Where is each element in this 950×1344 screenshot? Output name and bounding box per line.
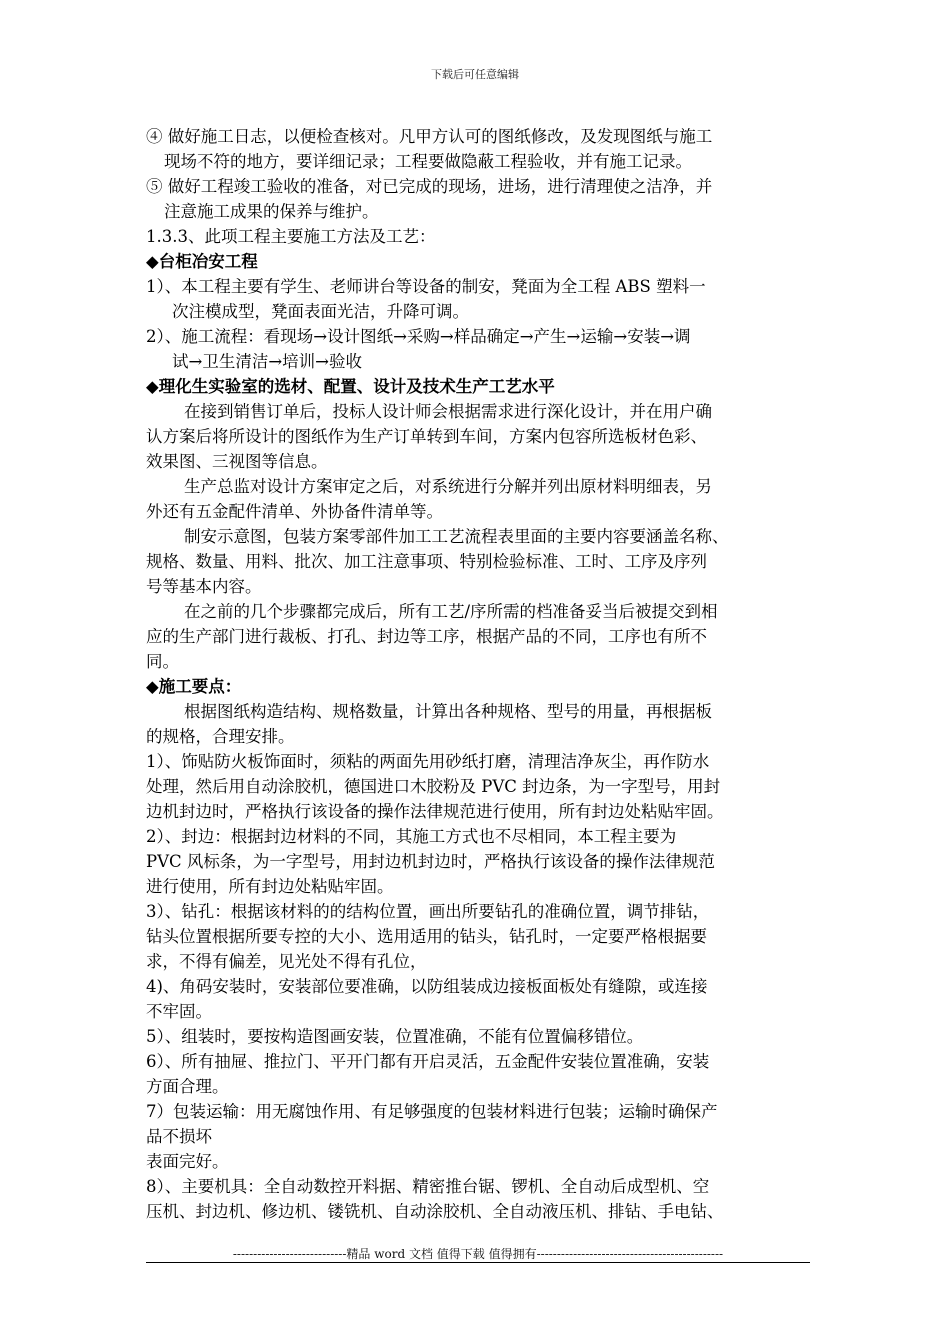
text-line: 1）、本工程主要有学生、老师讲台等设备的制安，凳面为全工程 ABS 塑料一 [146,277,706,296]
text-line: 6）、所有抽屉、推拉门、平开门都有开启灵活，五金配件安装位置准确，安装 [146,1052,710,1071]
text-line: ⑤ 做好工程竣工验收的准备，对已完成的现场，进场，进行清理使之洁净，并 [146,177,713,196]
text-line: 钻头位置根据所要专控的大小、选用适用的钻头，钻孔时，一定要严格根据要 [146,927,707,946]
section-heading: ◆理化生实验室的选材、配置、设计及技术生产工艺水平 [146,377,555,396]
text-line: 方面合理。 [146,1077,229,1096]
text-line: 2）、封边：根据封边材料的不同，其施工方式也不尽相同，本工程主要为 [146,827,677,846]
text-line: 处理，然后用自动涂胶机，德国进口木胶粉及 PVC 封边条，为一字型号，用封 [146,777,721,796]
text-line: 5）、组装时，要按构造图画安装，位置准确，不能有位置偏移错位。 [146,1027,644,1046]
text-line: 次注模成型，凳面表面光洁，升降可调。 [172,302,469,321]
text-line: 品不损坏 [146,1127,212,1146]
text-line: 在接到销售订单后，投标人设计师会根据需求进行深化设计，并在用户确 [184,402,712,421]
text-line: 边机封边时，严格执行该设备的操作法律规范进行使用，所有封边处粘贴牢固。 [146,802,724,821]
text-line: 4)、角码安装时，安装部位要准确，以防组装成边接板面板处有缝隙，或连接 [146,977,708,996]
text-line: 压机、封边机、修边机、镂铣机、自动涂胶机、全自动液压机、排钻、手电钻、 [146,1202,724,1221]
text-line: 应的生产部门进行裁板、打孔、封边等工序，根据产品的不同，工序也有所不 [146,627,707,646]
text-line: 2）、施工流程：看现场→设计图纸→采购→样品确定→产生→运输→安装→调 [146,327,691,346]
text-line: 制安示意图，包装方案零部件加工工艺流程表里面的主要内容要涵盖名称、 [184,527,729,546]
text-line: 注意施工成果的保养与维护。 [164,202,379,221]
text-line: 8）、主要机具：全自动数控开料据、精密推台锯、锣机、全自动后成型机、空 [146,1177,710,1196]
text-line: 现场不符的地方，要详细记录；工程要做隐蔽工程验收，并有施工记录。 [164,152,692,171]
section-heading: ◆施工要点： [146,677,242,696]
text-line: 表面完好。 [146,1152,229,1171]
footer-rule [146,1262,810,1263]
section-heading: ◆台柜冶安工程 [146,252,258,271]
document-body [146,124,810,1224]
text-line: 试→卫生清洁→培训→验收 [172,352,362,371]
page-header: 下载后可任意编辑 [431,68,519,81]
text-line: 规格、数量、用料、批次、加工注意事项、特别检验标准、工时、工序及序列 [146,552,707,571]
text-line: 求，不得有偏差，见光处不得有孔位， [146,952,427,971]
text-line: 的规格，合理安排。 [146,727,295,746]
text-line: 外还有五金配件清单、外协备件清单等。 [146,502,443,521]
text-line: 1）、饰贴防火板饰面时，须粘的两面先用砂纸打磨，清理洁净灰尘，再作防水 [146,752,710,771]
text-line: 根据图纸构造结构、规格数量，计算出各种规格、型号的用量，再根据板 [184,702,712,721]
text-line: 效果图、三视图等信息。 [146,452,328,471]
page-footer: ----------------------------精品 word 文档 值得下载 值得拥有---------------------------------------------- [232,1247,724,1261]
text-line: 7）包装运输：用无腐蚀作用、有足够强度的包装材料进行包装；运输时确保产 [146,1102,718,1121]
text-line: 进行使用，所有封边处粘贴牢固。 [146,877,394,896]
text-line: 认方案后将所设计的图纸作为生产订单转到车间，方案内包容所选板材色彩、 [146,427,707,446]
text-line: ④ 做好施工日志，以便检查核对。凡甲方认可的图纸修改，及发现图纸与施工 [146,127,713,146]
text-line: 不牢固。 [146,1002,212,1021]
text-line: PVC 风标条，为一字型号，用封边机封边时，严格执行该设备的操作法律规范 [146,852,715,871]
text-line: 1.3.3、此项工程主要施工方法及工艺： [146,227,436,246]
text-line: 生产总监对设计方案审定之后，对系统进行分解并列出原材料明细表，另 [184,477,712,496]
text-line: 3）、钻孔：根据该材料的的结构位置，画出所要钻孔的准确位置，调节排钻， [146,902,710,921]
text-line: 号等基本内容。 [146,577,262,596]
text-line: 在之前的几个步骤都完成后，所有工艺/序所需的档准备妥当后被提交到相 [184,602,718,621]
text-line: 同。 [146,652,179,671]
